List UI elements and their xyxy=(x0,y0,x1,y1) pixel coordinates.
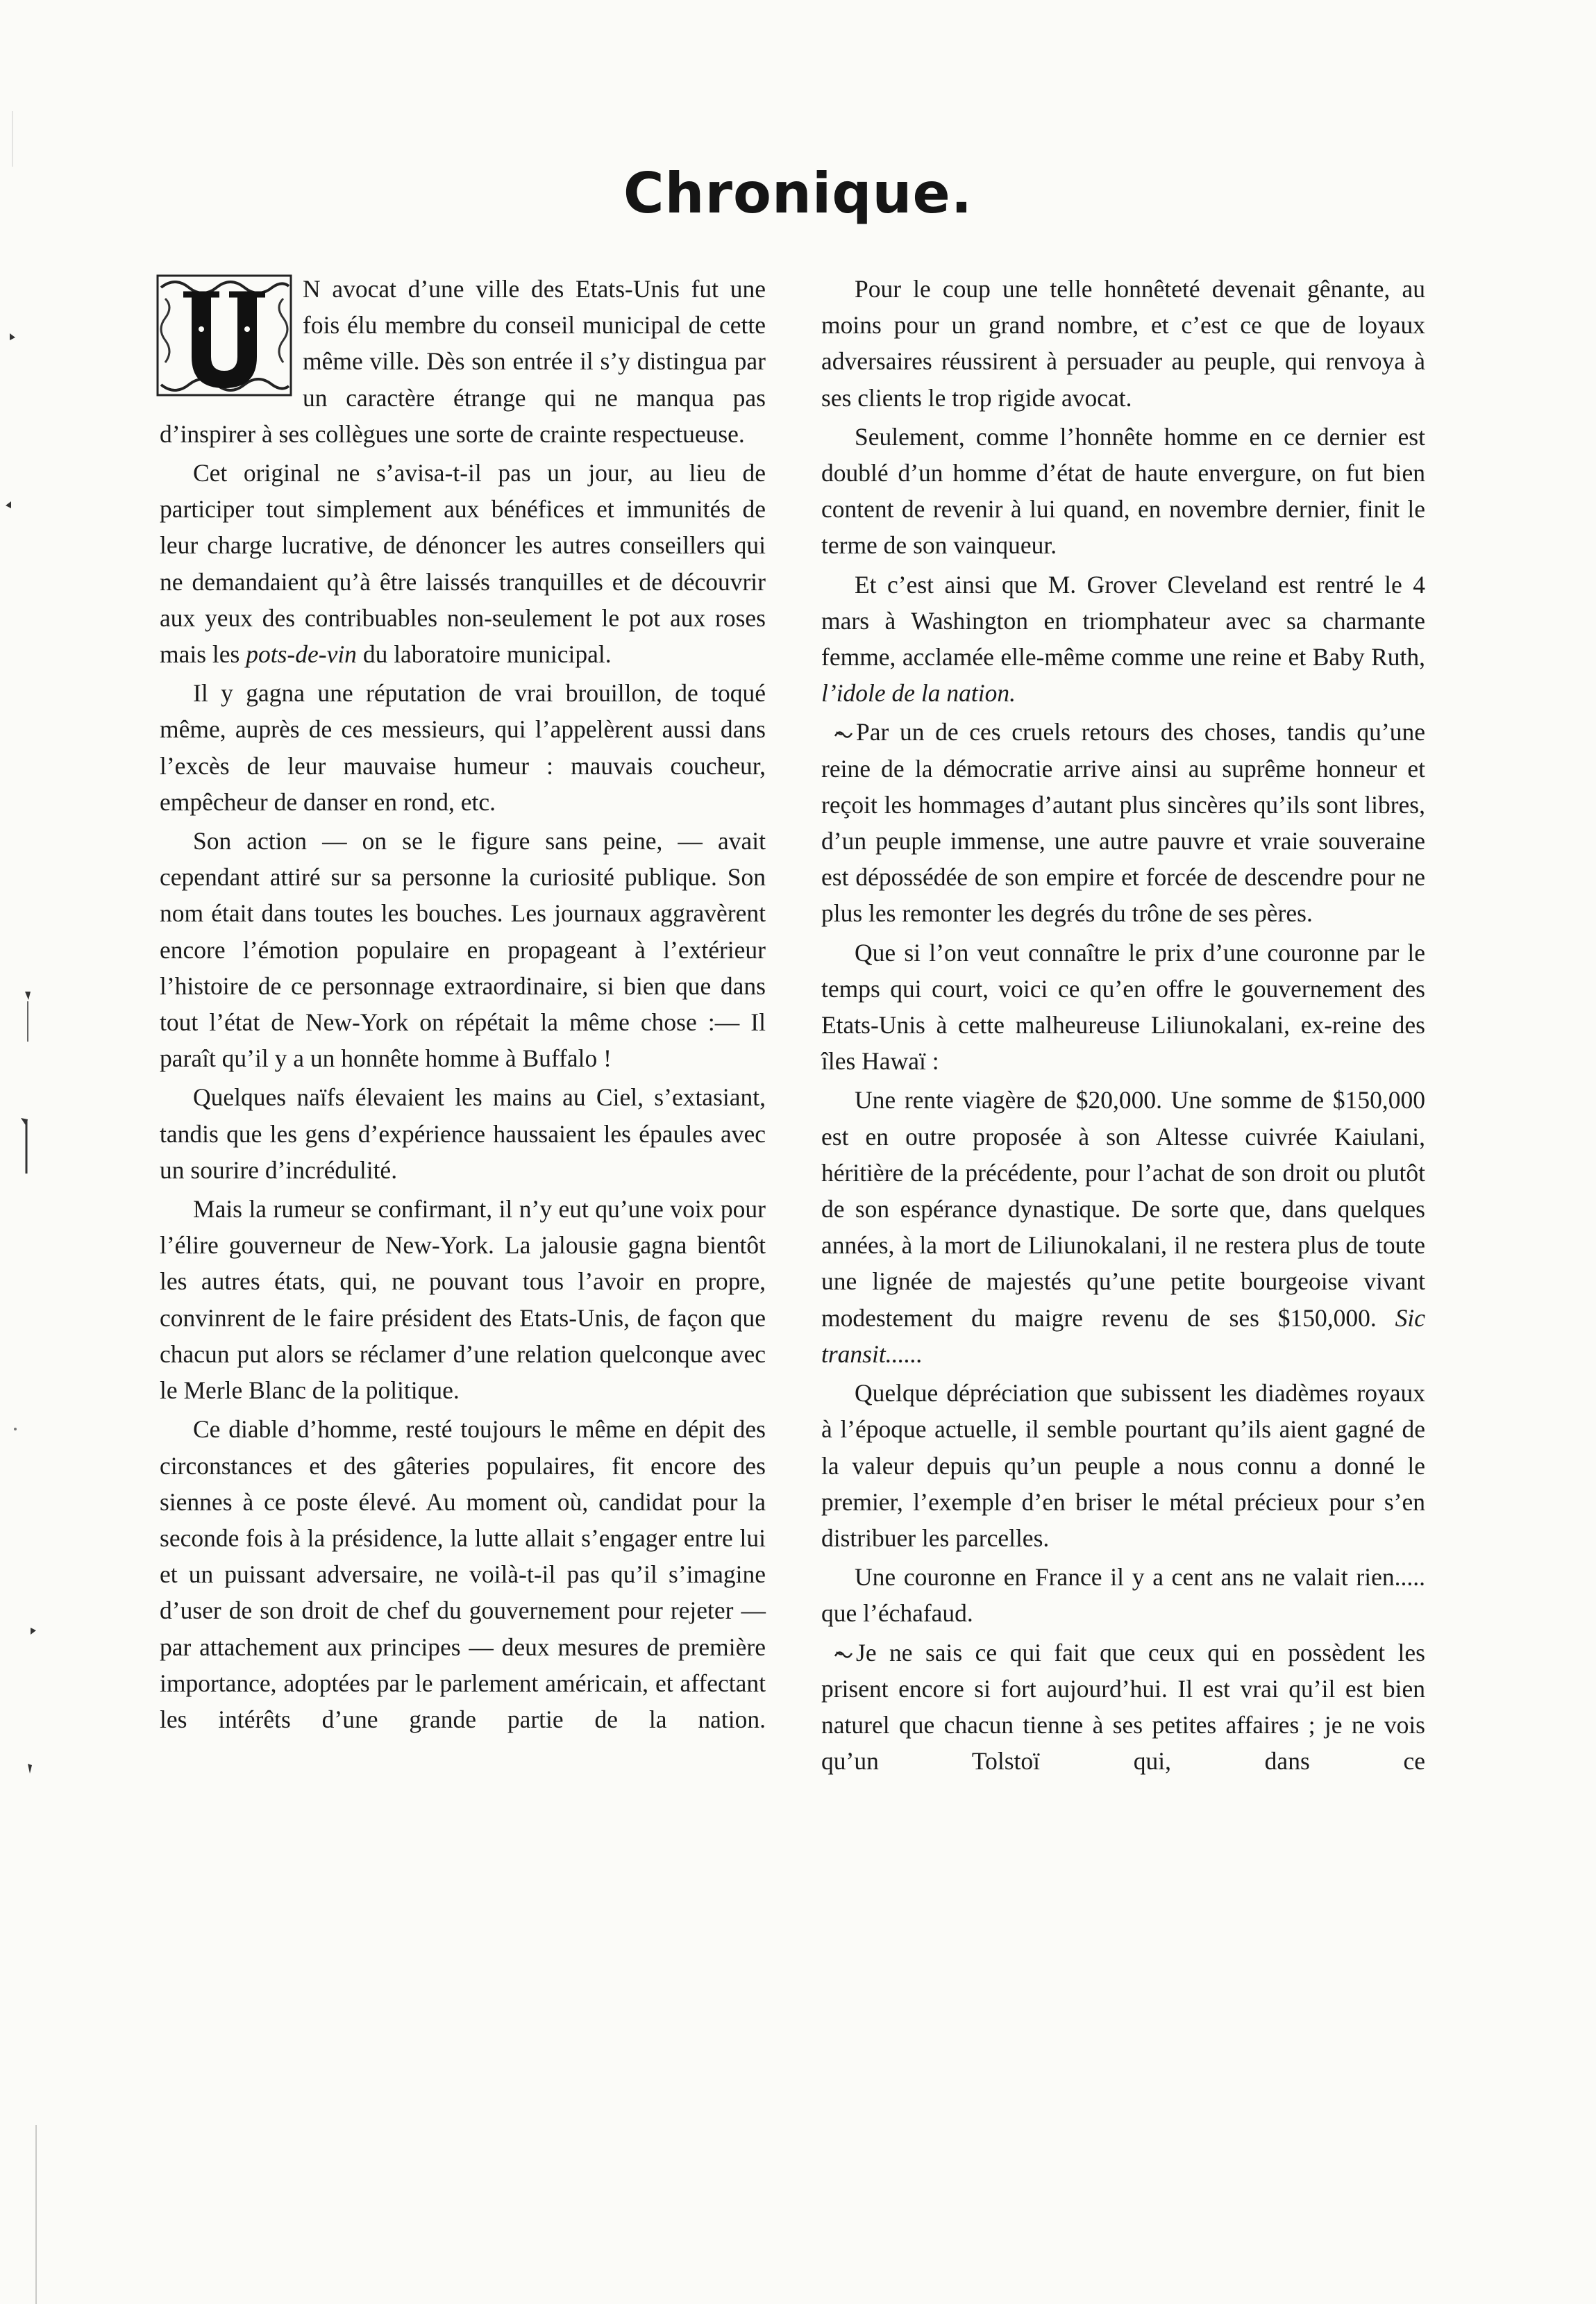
paragraph: Quelques naïfs élevaient les mains au Ciel, s’extasiant, tandis que les gens d’expérience haussaient les épaules avec un sourire d’incrédulité. xyxy=(160,1083,766,1184)
paragraph-text: Une rente viagère de $20,000. Une somme de $150,000 est en outre proposée à son Altesse cuivrée Kaiulani, héritière de la précédente, pour l’achat de son droit ou plutôt de son espérance dynastique. De sorte que, dans quelques années, à la mort de Liliunokalani, il ne restera plus de toute une lignée de majestés qu’une petite bourgeoise vivant modestement du maigre revenu de ses $150,000. xyxy=(821,1086,1425,1332)
paragraph: Quelque dépréciation que subissent les diadèmes royaux à l’époque actuelle, il semble pourtant qu’ils aient gagné de la valeur depuis qu’un peuple a nous connu a donné le premier, l’exemple d’en briser le métal précieux pour s’en distribuer les parcelles. xyxy=(821,1379,1425,1552)
italic-term: pots-de-vin xyxy=(246,640,357,669)
paragraph-text: Et c’est ainsi que M. Grover Cleveland est rentré le 4 mars à Washington en triomphateur avec sa charmante femme, acclamée elle-même comme une reine et Baby Ruth, xyxy=(821,570,1425,671)
paragraph xyxy=(160,455,766,672)
paragraph: Ce diable d’homme, resté toujours le même en dépit des circonstances et des gâteries populaires, fit encore des siennes à ce poste élevé. Au moment où, candidat pour la seconde fois à la présidence, la lutte allait s’engager entre lui et un puissant adversaire, ne voilà-t-il pas qu’il s’imagine d’user de son droit de chef du gouvernement pour rejeter — par attachement aux principes — deux mesures de première importance, adoptées par le parlement américain, et affectant les intérêts d’une grande partie de la nation. xyxy=(160,1415,766,1733)
page-title: Chronique. xyxy=(623,161,973,226)
paragraph: Seulement, comme l’honnête homme en ce dernier est doublé d’un homme d’état de haute envergure, on fut bien content de revenir à lui quand, en novembre dernier, finit le terme de son vainqueur. xyxy=(821,422,1425,560)
paragraph-text: Cet original ne s’avisa-t-il pas un jour, au lieu de participer tout simplement aux bénéfices et immunités de leur charge lucrative, de dénoncer les autres conseillers qui ne demandaient qu’à être laissés tranquilles et de découvrir aux yeux des contribuables non-seulement le pot aux roses mais les xyxy=(160,459,766,669)
paragraph-text: Par un de ces cruels retours des choses, tandis qu’une reine de la démocratie arrive ainsi au suprême honneur et reçoit les hommages d’autant plus sincères qu’ils sont libres, d’un peuple immense, une autre pauvre et vraie souveraine est dépossédée de son empire et forcée de descendre pour ne plus les remonter les degrés du trône de ses pères. xyxy=(821,718,1425,928)
italic-phrase: Sic transit...... xyxy=(821,1303,1425,1368)
section-flourish-icon xyxy=(834,1649,855,1660)
section-flourish-icon xyxy=(834,729,855,740)
paragraph: Une couronne en France il y a cent ans ne valait rien..... que l’échafaud. xyxy=(821,1563,1425,1628)
paragraph xyxy=(160,271,766,452)
paragraph xyxy=(821,1082,1425,1372)
paragraph-text: N avocat d’une ville des Etats-Unis fut une fois élu membre du conseil municipal de cette même ville. Dès son entrée il s’y distingua par un caractère étrange qui ne manqua pas d’inspirer à ses collègues une sorte de crainte respectueuse. xyxy=(160,275,766,448)
paragraph: Il y gagna une réputation de vrai brouillon, de toqué même, auprès de ces messieurs, qui l’appelèrent aussi dans l’excès de leur mauvaise humeur : mauvais coucheur, empêcheur de danser en rond, etc. xyxy=(160,679,766,816)
ornamental-dropcap-icon xyxy=(156,274,293,397)
paragraph-text: Je ne sais ce qui fait que ceux qui en possèdent les prisent encore si fort aujourd’hui. Il est vrai qu’il est bien naturel que chacun tienne à ses petites affaires ; je ne vois qu’un Tolstoï qui, dans ce xyxy=(821,1638,1425,1776)
paragraph: Que si l’on veut connaître le prix d’une couronne par le temps qui court, voici ce qu’en offre le gouvernement des Etats-Unis à cette malheureuse Liliunokalani, ex-reine des îles Hawaï : xyxy=(821,938,1425,1076)
italic-phrase: l’idole de la nation. xyxy=(821,679,1016,708)
paragraph xyxy=(821,714,1425,931)
paragraph: Pour le coup une telle honnêteté devenait gênante, au moins pour un grand nombre, et c’est ce que de loyaux adversaires réussirent à persuader au peuple, qui renvoya à ses clients le trop rigide avocat. xyxy=(821,275,1425,412)
left-column xyxy=(160,271,766,1737)
paragraph-text: du laboratoire municipal. xyxy=(362,640,612,669)
paragraph: Mais la rumeur se confirmant, il n’y eut qu’une voix pour l’élire gouverneur de New-York. La jalousie gagna bientôt les autres états, qui, ne pouvant tous l’avoir en propre, convinrent de le faire président des Etats-Unis, de façon que chacun put alors se réclamer d’une relation quelconque avec le Merle Blanc de la politique. xyxy=(160,1195,766,1405)
right-column xyxy=(821,271,1425,1779)
paragraph xyxy=(821,1635,1425,1780)
scan-margin-marks xyxy=(0,0,42,2304)
paragraph xyxy=(821,567,1425,712)
paragraph: Son action — on se le figure sans peine, — avait cependant attiré sur sa personne la curiosité publique. Son nom était dans toutes les bouches. Les journaux aggravèrent encore l’émotion populaire en propageant à l’extérieur l’histoire de ce personnage extraordinaire, si bien que dans tout l’état de New-York on répétait la même chose :— Il paraît qu’il y a un honnête homme à Buffalo ! xyxy=(160,827,766,1073)
